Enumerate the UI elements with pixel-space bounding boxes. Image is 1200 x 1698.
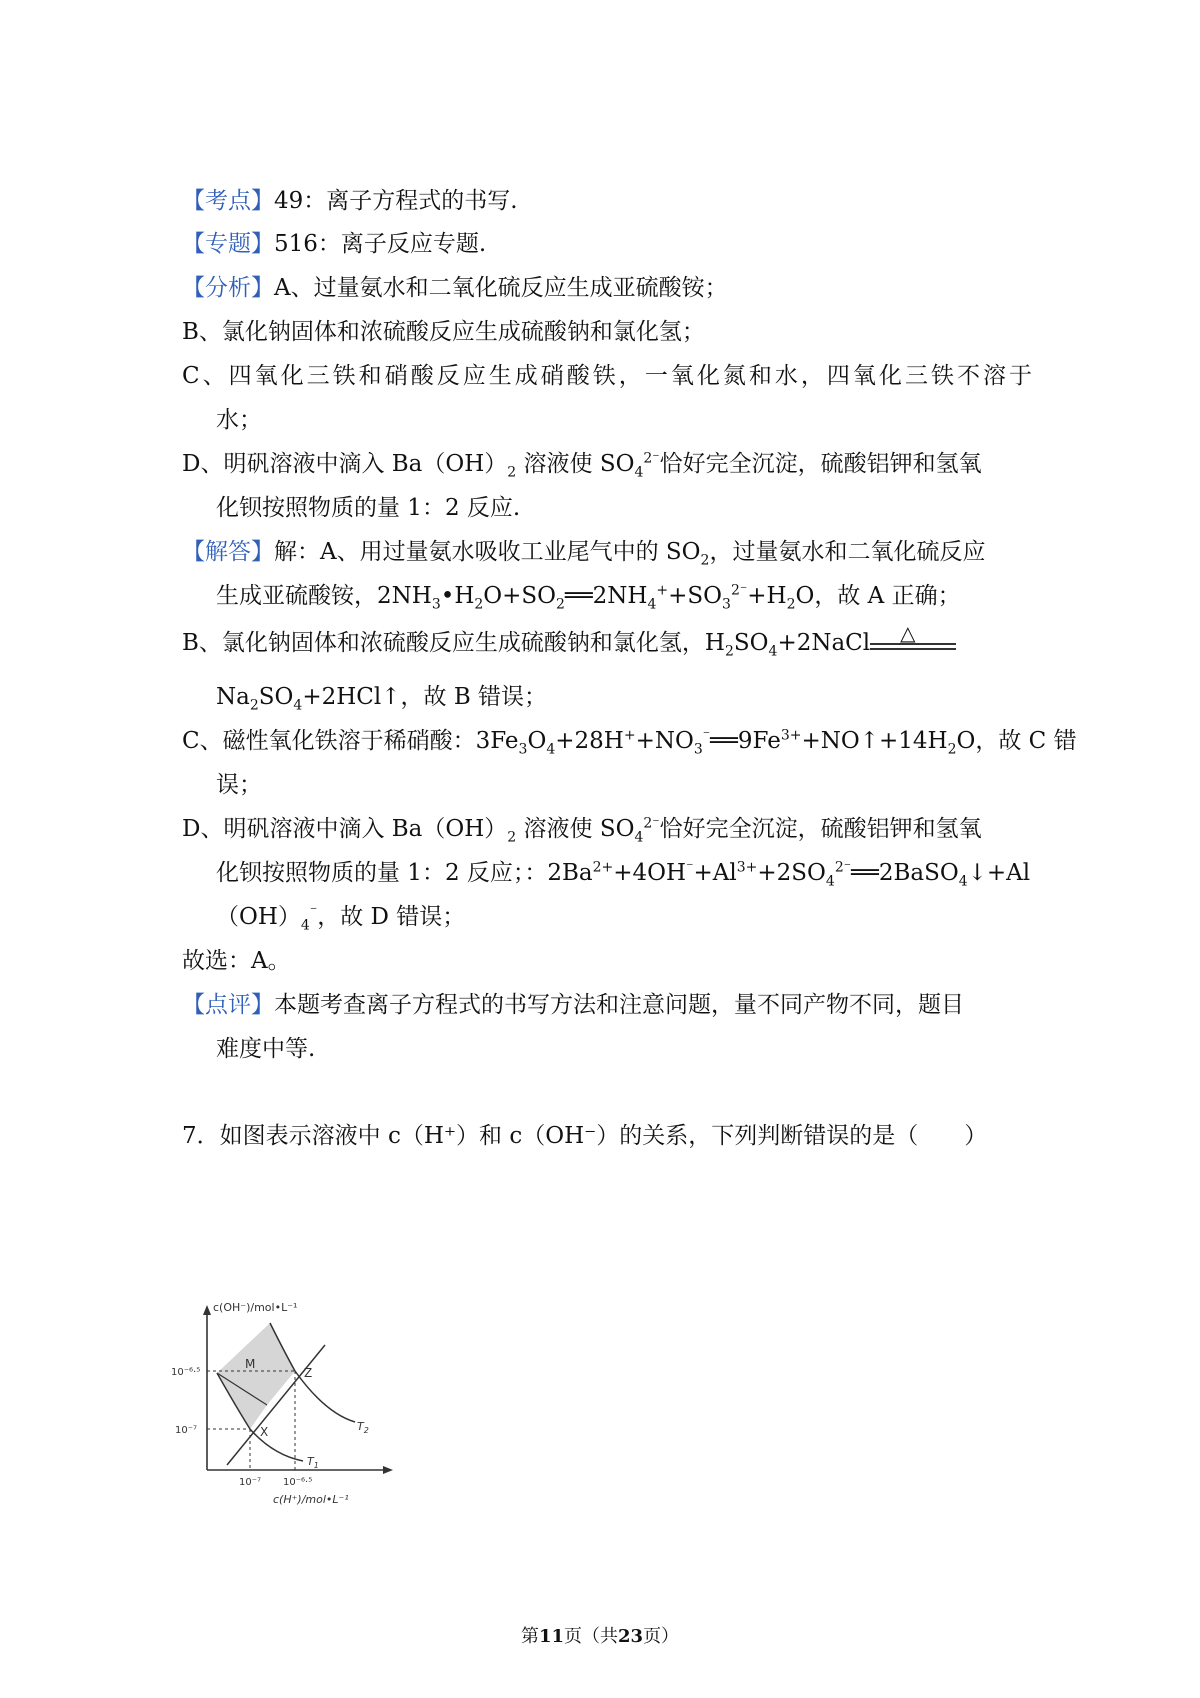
jieda-c2: 误；	[216, 772, 262, 798]
x-axis-arrow	[383, 1466, 393, 1474]
jieda-d1b: 溶液使 SO	[523, 816, 635, 842]
x-axis-label: c(H⁺)/mol•L⁻¹	[273, 1493, 349, 1506]
y-axis-arrow	[203, 1305, 211, 1315]
footer-total-pages: 23	[618, 1626, 644, 1647]
jieda-line-d1: D、明矾溶液中滴入 $Ba(OH)_2$ 溶液使 $SO_4^{2^-}$恰好完全沉淀，硫酸铝钾和氢氧	[182, 815, 982, 846]
fenxi-b: B、氯化钠固体和浓硫酸反应生成硫酸钠和氯化氢；	[182, 319, 705, 345]
y-tick-7: 10⁻⁷	[175, 1425, 198, 1436]
jieda-d1c: 恰好完全沉淀，硫酸铝钾和氢氧	[659, 816, 982, 842]
jieda-d3: （OH）	[216, 904, 301, 930]
dianping-text1: 本题考查离子方程式的书写方法和注意问题，量不同产物不同，题目	[274, 992, 964, 1018]
jieda-line-d3: $(OH)_4^{^-}$，故 D 错误；	[216, 903, 466, 934]
page-footer	[0, 1622, 1200, 1648]
footer-pre: 第	[520, 1626, 539, 1647]
y-tick-65: 10⁻⁶·⁵	[171, 1367, 201, 1378]
jieda-d2: 化钡按照物质的量 1：2 反应；：2Ba	[216, 860, 593, 886]
fenxi-d1-text-c: 恰好完全沉淀，硫酸铝钾和氢氧	[659, 451, 982, 477]
kw-curve-figure	[171, 1295, 445, 1565]
curve-t1-label: $T_1$	[307, 1455, 319, 1470]
fenxi-c2: 水；	[216, 407, 262, 433]
dianping-tag: 【点评】	[182, 992, 274, 1018]
jieda-c1end: ，故 C 错	[975, 728, 1077, 754]
y-axis-label: c(OH⁻)/mol•L⁻¹	[213, 1301, 298, 1314]
fenxi-d1: D、明矾溶液中滴入 $Ba(OH)_2$ 溶液使 $SO_4^{2^-}$恰好完全沉淀，硫酸铝钾和氢氧	[182, 450, 982, 481]
zhuanti-text: 516：离子反应专题.	[274, 231, 487, 257]
footer-page-number: 11	[538, 1626, 564, 1647]
kaodian-text: 49：离子方程式的书写.	[274, 188, 518, 214]
zhuanti-line	[182, 229, 1032, 259]
point-m-label: M	[245, 1357, 256, 1371]
fenxi-tag: 【分析】	[182, 275, 274, 301]
dianping-text2: 难度中等.	[216, 1036, 316, 1062]
jieda-tag: 【解答】	[182, 539, 274, 565]
dianping-line-1	[182, 990, 1032, 1020]
question-7: 7．如图表示溶液中 c（H⁺）和 c（OH⁻）的关系，下列判断错误的是（ ）	[182, 1123, 988, 1149]
kaodian-line	[182, 186, 1032, 216]
fenxi-a: A、过量氨水和二氧化硫反应生成亚硫酸铵；	[274, 275, 728, 301]
jieda-line-c1: C、磁性氧化铁溶于稀硝酸：$3Fe_3O_4+28H^++NO_3^{^-}══9Fe^{3+}+NO↑+14H_2O$，故 C 错	[182, 727, 1077, 758]
jieda-line-a1: 【解答】解：A、用过量氨水吸收工业尾气中的 $SO_2$，过量氨水和二氧化硫反应	[182, 539, 986, 569]
kaodian-tag: 【考点】	[182, 188, 274, 214]
point-x-label: X	[260, 1425, 269, 1439]
jieda-line-b1: B、氯化钠固体和浓硫酸反应生成硫酸钠和氯化氢，$H_2SO_4+2NaCl$ △	[182, 628, 1032, 658]
footer-post: 页）	[643, 1626, 680, 1647]
jieda-a2: 生成亚硫酸铵，2NH	[216, 583, 432, 609]
zhuanti-tag: 【专题】	[182, 231, 274, 257]
jieda-d3b: ，故 D 错误；	[317, 904, 466, 930]
jieda-a2c: ，故 A 正确；	[814, 583, 961, 609]
jieda-conclusion: 故选：A。	[182, 948, 291, 974]
fenxi-d1-text-a: D、明矾溶液中滴入 Ba（OH）	[182, 451, 508, 477]
region-m	[217, 1323, 295, 1429]
heating-equals-sign	[870, 621, 956, 656]
fenxi-d2: 化钡按照物质的量 1：2 反应.	[216, 495, 521, 521]
jieda-line-a2: 生成亚硫酸铵，$2NH_3•H_2O+SO_2══2NH_4^++SO_3^{2^-}+H_2O$，故 A 正确；	[216, 582, 961, 613]
fenxi-d1-text-b: 溶液使 SO	[523, 451, 635, 477]
curve-t2-label: $T_2$	[357, 1420, 369, 1435]
jieda-line-d2: 化钡按照物质的量 1：2 反应；：$2Ba^{2+}+4OH^{^-}+Al^{3+}+2SO_4^{2^-}══2BaSO_4↓+Al$	[216, 859, 1031, 890]
jieda-line-b2: $Na_2SO_4+2HCl↑$，故 B 错误；	[216, 684, 548, 714]
jieda-d1a: D、明矾溶液中滴入 Ba（OH）	[182, 816, 508, 842]
jieda-b1b: +2NaCl	[777, 630, 871, 656]
jieda-a1: 解：A、用过量氨水吸收工业尾气中的 SO	[274, 539, 701, 565]
footer-mid: 页（共	[564, 1626, 618, 1647]
x-tick-65: 10⁻⁶·⁵	[283, 1477, 313, 1488]
x-tick-7: 10⁻⁷	[239, 1477, 262, 1488]
point-z-label: Z	[304, 1366, 313, 1380]
jieda-c1: C、磁性氧化铁溶于稀硝酸：3Fe	[182, 728, 519, 754]
jieda-b2: ↑，故 B 错误；	[381, 684, 548, 710]
fenxi-c1: C、四氧化三铁和硝酸反应生成硝酸铁，一氧化氮和水，四氧化三铁不溶于	[182, 363, 1032, 389]
jieda-a1b: ，过量氨水和二氧化硫反应	[709, 539, 986, 565]
heat-triangle-icon: △	[900, 621, 916, 645]
jieda-b1: B、氯化钠固体和浓硫酸反应生成硫酸钠和氯化氢，H	[182, 630, 725, 656]
fenxi-line-a	[182, 273, 1032, 303]
